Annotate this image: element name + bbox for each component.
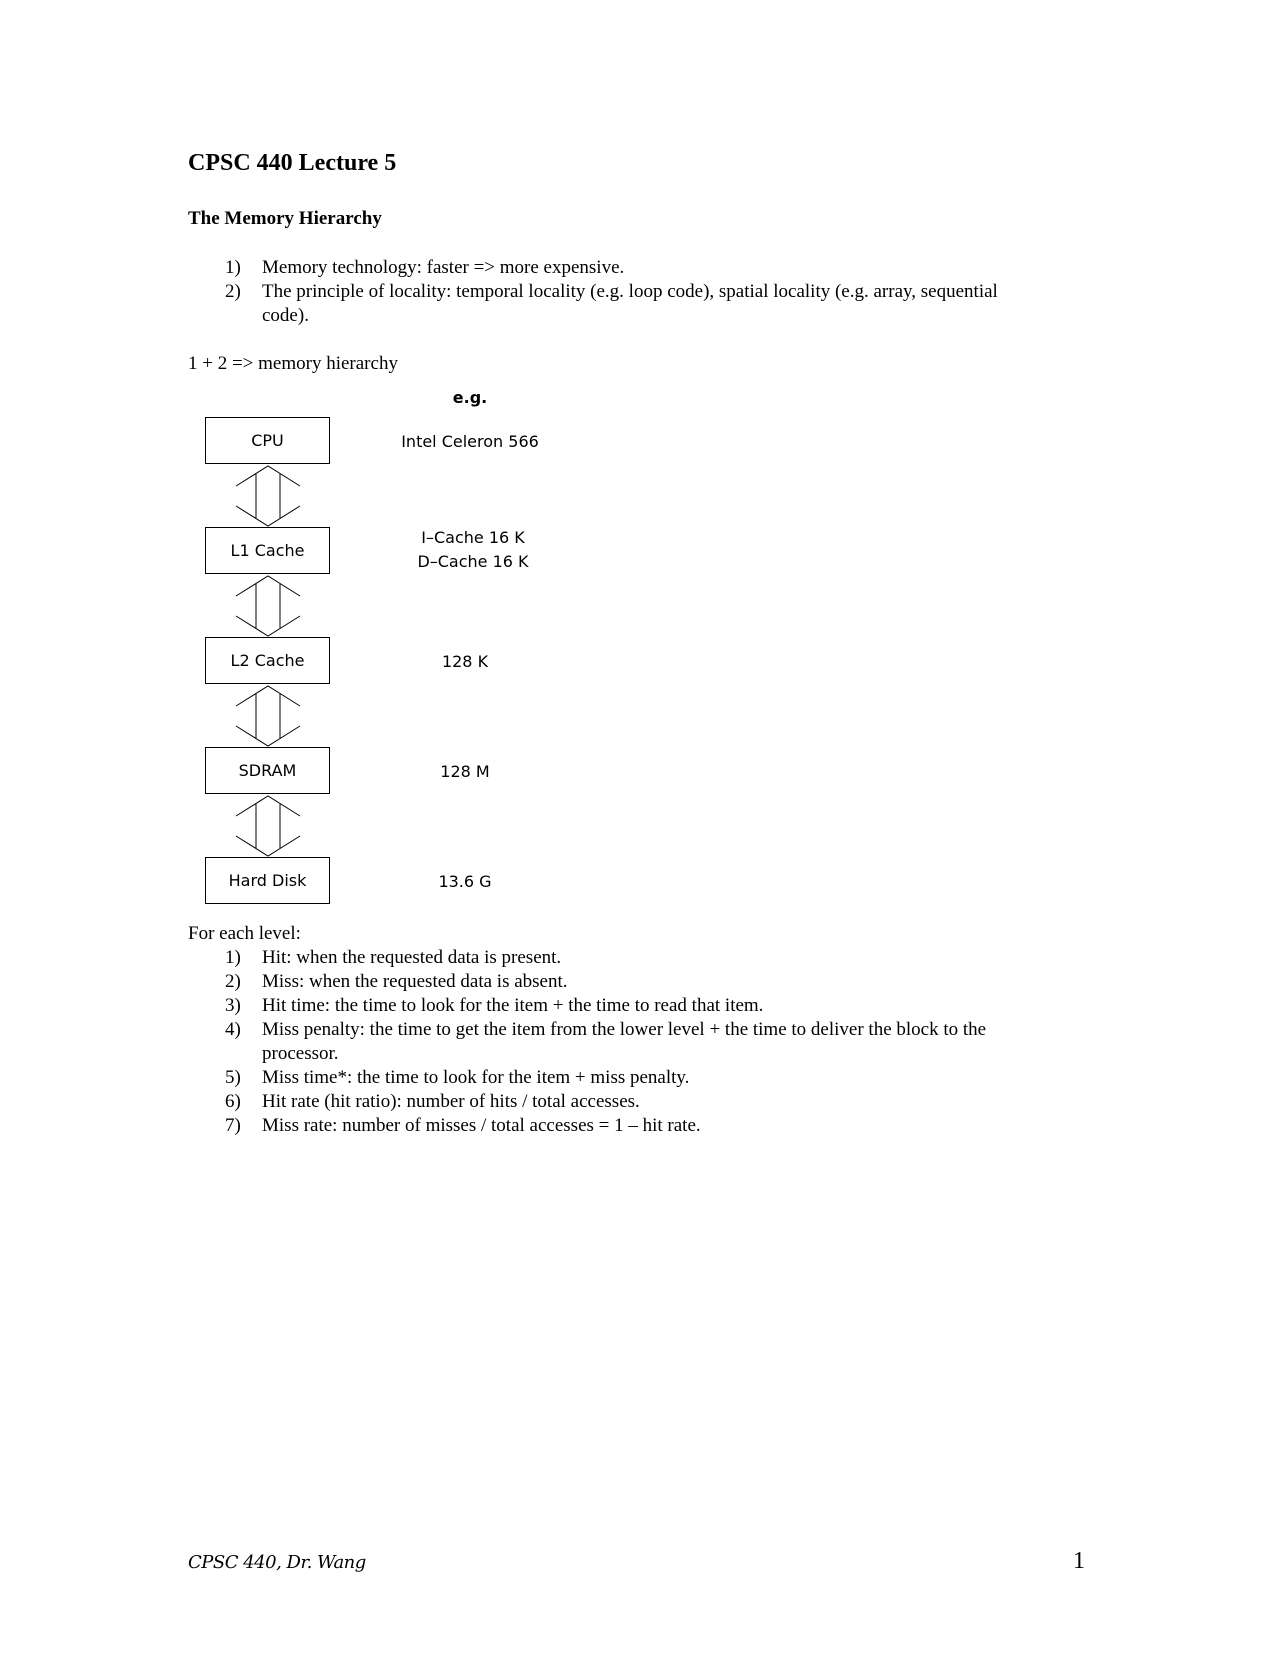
level-box-sdram: SDRAM	[205, 747, 330, 794]
list-text: Hit rate (hit ratio): number of hits / total accesses.	[262, 1091, 640, 1112]
list-number: 2)	[225, 971, 241, 992]
spec-line: I–Cache 16 K	[421, 528, 525, 547]
bidirectional-arrow-icon	[235, 465, 301, 527]
list-text: The principle of locality: temporal locality (e.g. loop code), spatial locality (e.g. array, sequential	[262, 281, 998, 302]
list-text: Miss time*: the time to look for the item + miss penalty.	[262, 1067, 690, 1088]
list-text: Memory technology: faster => more expensive.	[262, 257, 625, 278]
spec-line: D–Cache 16 K	[417, 552, 529, 571]
list-text: Miss rate: number of misses / total accesses = 1 – hit rate.	[262, 1115, 701, 1136]
list-text: processor.	[262, 1043, 339, 1064]
hierarchy-statement: 1 + 2 => memory hierarchy	[188, 353, 398, 374]
example-label: e.g.	[452, 388, 488, 407]
level-box-l1-cache: L1 Cache	[205, 527, 330, 574]
bidirectional-arrow-icon	[235, 575, 301, 637]
list-number: 3)	[225, 995, 241, 1016]
list-number: 1)	[225, 257, 241, 278]
list-number: 1)	[225, 947, 241, 968]
level-box-hard-disk: Hard Disk	[205, 857, 330, 904]
level-spec-sdram: 128 M	[440, 762, 490, 781]
level-box-cpu: CPU	[205, 417, 330, 464]
page-number: 1	[1073, 1548, 1085, 1574]
bidirectional-arrow-icon	[235, 685, 301, 747]
section-title: The Memory Hierarchy	[188, 208, 382, 229]
bidirectional-arrow-icon	[235, 795, 301, 857]
list-number: 7)	[225, 1115, 241, 1136]
list-number: 4)	[225, 1019, 241, 1040]
list-number: 5)	[225, 1067, 241, 1088]
list-text: Miss: when the requested data is absent.	[262, 971, 568, 992]
list-number: 6)	[225, 1091, 241, 1112]
level-spec-l1-cache	[373, 526, 573, 574]
list-text: Hit time: the time to look for the item + the time to read that item.	[262, 995, 764, 1016]
level-spec-hard-disk: 13.6 G	[438, 872, 492, 891]
level-spec-l2-cache: 128 K	[441, 652, 489, 671]
footer-course-signature: CPSC 440, Dr. Wang	[188, 1552, 366, 1573]
list-text: Hit: when the requested data is present.	[262, 947, 562, 968]
list-text: code).	[262, 305, 309, 326]
level-spec-cpu: Intel Celeron 566	[401, 432, 539, 451]
definitions-heading: For each level:	[188, 923, 301, 944]
list-text: Miss penalty: the time to get the item from the lower level + the time to deliver the block to the	[262, 1019, 987, 1040]
level-box-l2-cache: L2 Cache	[205, 637, 330, 684]
list-number: 2)	[225, 281, 241, 302]
page-title: CPSC 440 Lecture 5	[188, 150, 397, 176]
